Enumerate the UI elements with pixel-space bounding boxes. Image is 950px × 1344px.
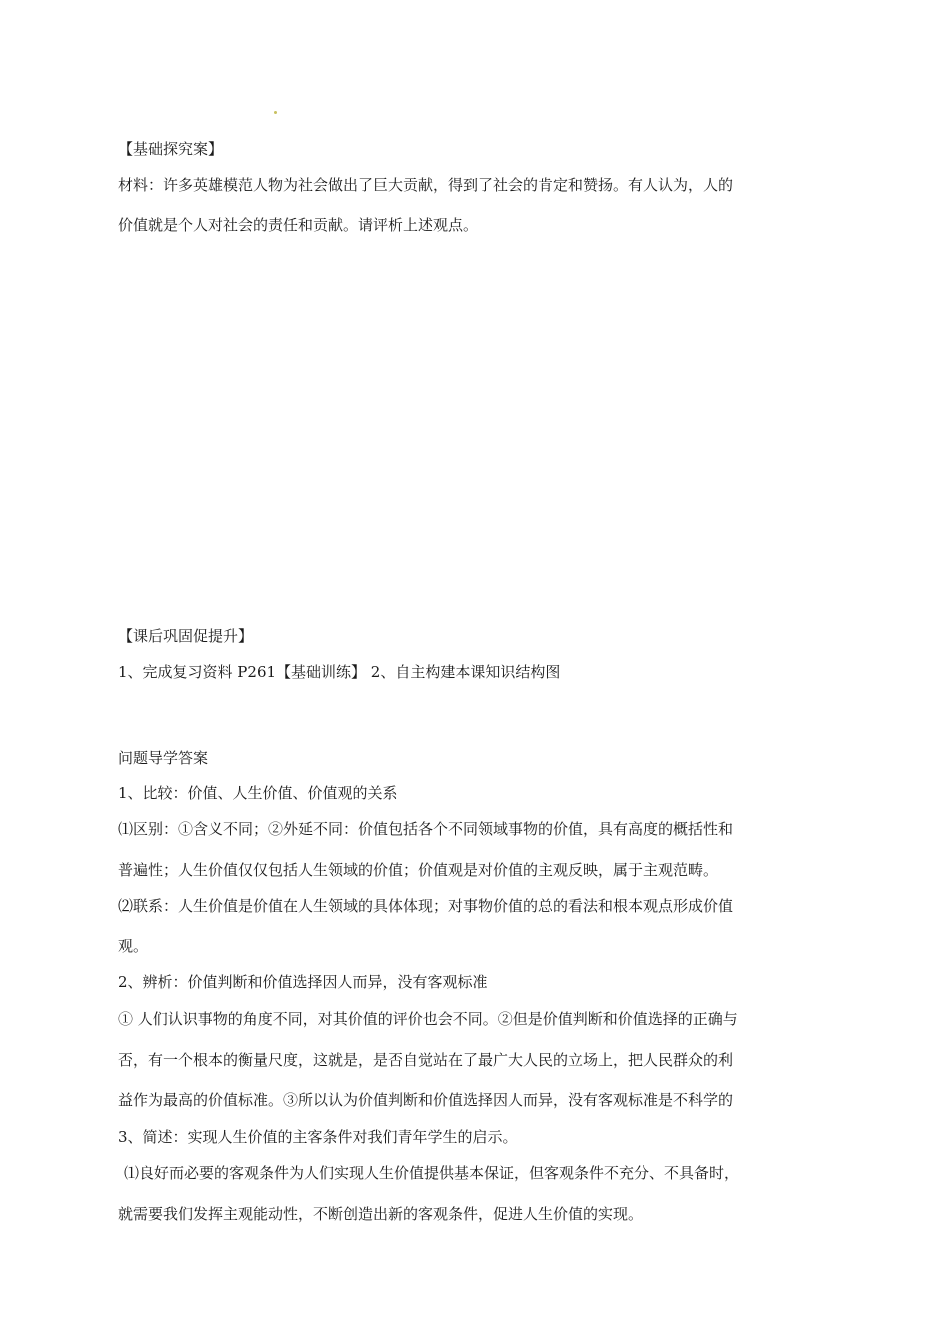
question-3-answer-line-1: ⑴良好而必要的客观条件为人们实现人生价值提供基本保证，但客观条件不充分、不具备时， bbox=[124, 1164, 740, 1182]
section-heading-consolidation: 【课后巩固促提升】 bbox=[118, 627, 254, 645]
question-1-title: 1、比较：价值、人生价值、价值观的关系 bbox=[118, 784, 398, 802]
question-1-difference-line-2: 普遍性；人生价值仅仅包括人生领域的价值；价值观是对价值的主观反映，属于主观范畴。 bbox=[118, 861, 719, 879]
question-2-answer-line-1: ① 人们认识事物的角度不同，对其价值的评价也会不同。②但是价值判断和价值选择的正确与 bbox=[118, 1010, 738, 1028]
material-line-2: 价值就是个人对社会的责任和贡献。请评析上述观点。 bbox=[118, 216, 479, 234]
question-3-title: 3、简述：实现人生价值的主客条件对我们青年学生的启示。 bbox=[118, 1128, 518, 1146]
section-heading-basic-exploration: 【基础探究案】 bbox=[118, 140, 224, 158]
question-2-answer-line-3: 益作为最高的价值标准。③所以认为价值判断和价值选择因人而异，没有客观标准是不科学的 bbox=[118, 1091, 734, 1109]
answers-title: 问题导学答案 bbox=[118, 749, 209, 767]
question-2-answer-line-2: 否，有一个根本的衡量尺度，这就是，是否自觉站在了最广大人民的立场上，把人民群众的利 bbox=[118, 1051, 734, 1069]
homework-tasks: 1、完成复习资料 P261【基础训练】 2、自主构建本课知识结构图 bbox=[118, 663, 561, 681]
question-1-difference-line-1: ⑴区别：①含义不同；②外延不同：价值包括各个不同领域事物的价值，具有高度的概括性和 bbox=[118, 820, 734, 838]
question-2-title: 2、辨析：价值判断和价值选择因人而异，没有客观标准 bbox=[118, 973, 488, 991]
stray-mark bbox=[274, 111, 277, 114]
material-line-1: 材料：许多英雄模范人物为社会做出了巨大贡献，得到了社会的肯定和赞扬。有人认为，人的 bbox=[118, 176, 734, 194]
question-1-connection-line-2: 观。 bbox=[118, 937, 149, 955]
question-3-answer-line-2: 就需要我们发挥主观能动性，不断创造出新的客观条件，促进人生价值的实现。 bbox=[118, 1205, 644, 1223]
question-1-connection-line-1: ⑵联系：人生价值是价值在人生领域的具体体现；对事物价值的总的看法和根本观点形成价值 bbox=[118, 897, 734, 915]
